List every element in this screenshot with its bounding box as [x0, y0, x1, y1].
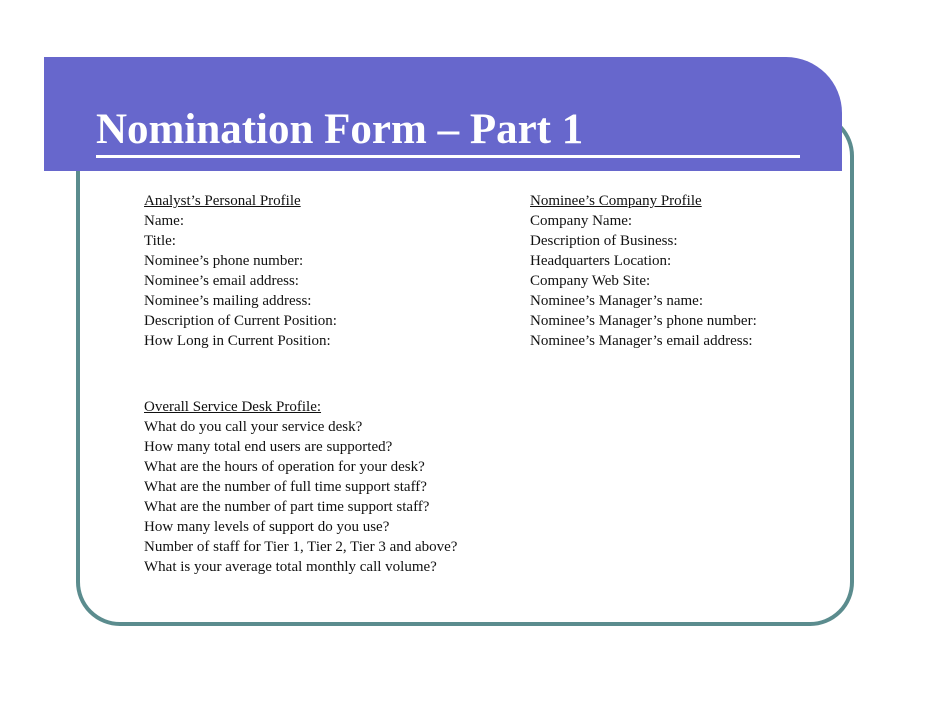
slide-title: Nomination Form – Part 1 [96, 106, 584, 153]
analyst-field-name: Name: [144, 213, 184, 229]
company-field-name: Company Name: [530, 213, 633, 229]
analyst-field-title: Title: [144, 233, 176, 249]
analyst-profile-section [144, 191, 337, 351]
service-desk-question-name: What do you call your service desk? [144, 419, 363, 435]
service-desk-question-call-volume: What is your average total monthly call volume? [144, 559, 437, 575]
company-field-manager-name: Nominee’s Manager’s name: [530, 293, 704, 309]
company-profile-heading: Nominee’s Company Profile [530, 193, 702, 209]
analyst-field-mailing-address: Nominee’s mailing address: [144, 293, 312, 309]
service-desk-profile-section [144, 397, 457, 577]
service-desk-question-end-users: How many total end users are supported? [144, 439, 393, 455]
company-field-hq-location: Headquarters Location: [530, 253, 672, 269]
company-field-business-description: Description of Business: [530, 233, 678, 249]
service-desk-question-support-levels: How many levels of support do you use? [144, 519, 390, 535]
title-underline [96, 155, 800, 158]
service-desk-profile-heading: Overall Service Desk Profile: [144, 399, 322, 415]
analyst-profile-heading: Analyst’s Personal Profile [144, 193, 301, 209]
analyst-field-time-in-position: How Long in Current Position: [144, 333, 331, 349]
service-desk-question-part-time-staff: What are the number of part time support staff? [144, 499, 430, 515]
service-desk-question-full-time-staff: What are the number of full time support staff? [144, 479, 427, 495]
service-desk-question-hours: What are the hours of operation for your desk? [144, 459, 425, 475]
company-profile-section [530, 191, 757, 351]
analyst-field-phone: Nominee’s phone number: [144, 253, 304, 269]
analyst-field-email: Nominee’s email address: [144, 273, 299, 289]
company-field-website: Company Web Site: [530, 273, 651, 289]
company-field-manager-phone: Nominee’s Manager’s phone number: [530, 313, 757, 329]
analyst-field-position-description: Description of Current Position: [144, 313, 337, 329]
company-field-manager-email: Nominee’s Manager’s email address: [530, 333, 753, 349]
service-desk-question-tier-staff: Number of staff for Tier 1, Tier 2, Tier 3 and above? [144, 539, 458, 555]
